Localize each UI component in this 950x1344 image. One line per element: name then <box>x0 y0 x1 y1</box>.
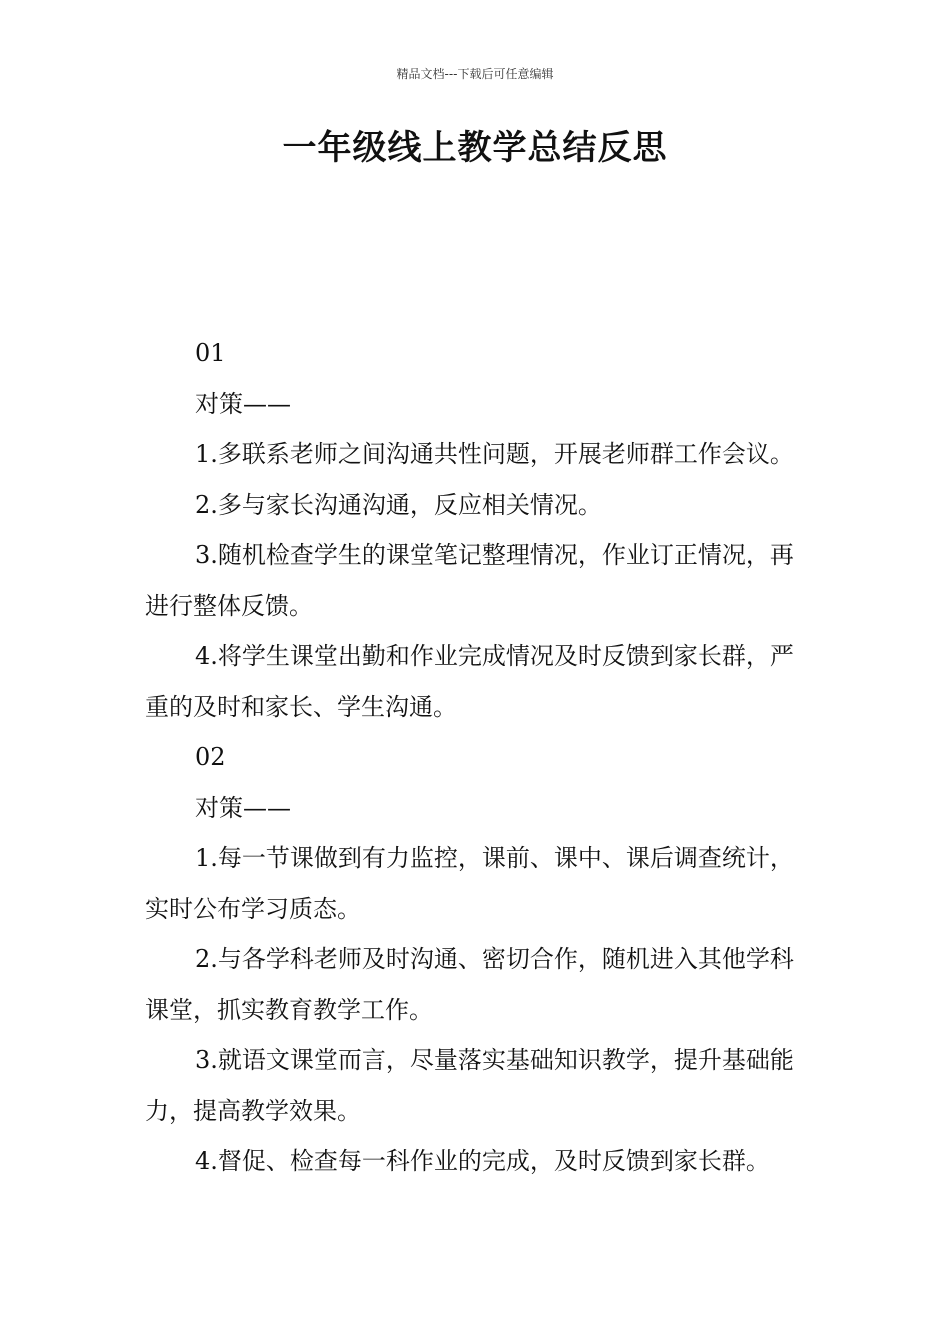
section-heading: 对策—— <box>195 389 291 418</box>
list-item: 4.将学生课堂出勤和作业完成情况及时反馈到家长群，严重的及时和家长、学生沟通。 <box>145 642 794 721</box>
section-heading: 对策—— <box>195 793 291 822</box>
page-header: 精品文档---下载后可任意编辑 <box>396 67 554 81</box>
list-item: 3.就语文课堂而言，尽量落实基础知识教学，提升基础能力，提高教学效果。 <box>145 1046 794 1125</box>
list-item: 2.与各学科老师及时沟通、密切合作，随机进入其他学科课堂，抓实教育教学工作。 <box>145 945 794 1024</box>
list-item: 1.多联系老师之间沟通共性问题，开展老师群工作会议。 <box>195 440 794 468</box>
list-item: 2.多与家长沟通沟通，反应相关情况。 <box>195 490 602 519</box>
section-number: 02 <box>195 743 226 771</box>
list-item: 1.每一节课做到有力监控，课前、课中、课后调查统计，实时公布学习质态。 <box>145 844 794 923</box>
document-title: 一年级线上教学总结反思 <box>282 128 668 168</box>
section-number: 01 <box>195 339 226 367</box>
list-item: 4.督促、检查每一科作业的完成，及时反馈到家长群。 <box>195 1147 770 1175</box>
document-body <box>145 328 815 1187</box>
list-item: 3.随机检查学生的课堂笔记整理情况，作业订正情况，再进行整体反馈。 <box>145 541 794 620</box>
